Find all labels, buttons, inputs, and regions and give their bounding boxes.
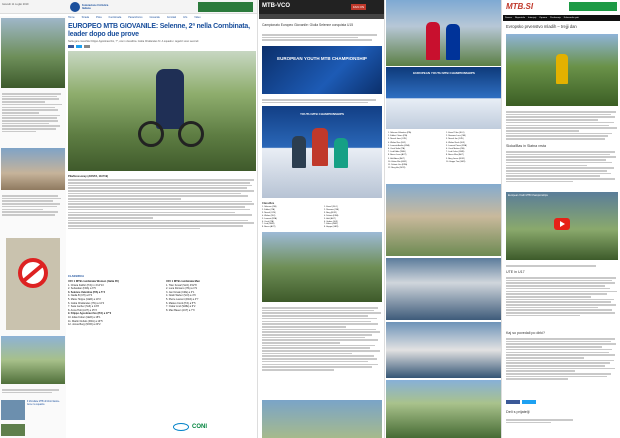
result-row: 5. Marie Hoppe (GER) a 10"2 <box>68 297 101 301</box>
header-banner[interactable]: FAN ON <box>353 5 365 9</box>
header-ad-banner[interactable] <box>198 2 253 12</box>
result-row: 3. Novak Jana (CZE) <box>388 138 407 141</box>
result-row: 2. Romano Luca (ITA) <box>446 135 466 138</box>
podium-photo[interactable] <box>386 67 502 129</box>
facebook-share-icon[interactable] <box>506 400 520 404</box>
result-row: 12. Jonas Berg (NOR) a 20"2 <box>68 323 101 327</box>
result-row: 3. Jan Novak (CZE) a 3"1 <box>166 290 195 294</box>
result-row: 11. Dubois Léa (FRA) <box>388 164 408 167</box>
athlete-figure <box>446 24 460 60</box>
pane-federciclismo <box>0 0 258 438</box>
results-block <box>262 202 382 232</box>
result-row: 7. Oskar Lind (SWE) a 6"2 <box>166 305 196 309</box>
olympic-rings-icon <box>173 423 189 431</box>
bike-wheel <box>178 121 204 147</box>
nav-item[interactable]: Giovanile <box>149 16 160 19</box>
left-sidebar <box>0 16 66 438</box>
result-row: 8. Bauer (AUT) <box>262 226 276 229</box>
nav-item[interactable]: Video <box>194 16 201 19</box>
result-row: 4. Weber Noah (SUI) <box>446 141 465 144</box>
results-list-women <box>68 280 163 327</box>
pane-mtb-vco <box>259 0 385 438</box>
result-row: 6. Conti Matteo (ITA) <box>446 148 465 151</box>
podium-photo[interactable] <box>262 106 382 198</box>
nav-item[interactable]: Reportaže <box>514 17 526 19</box>
result-row: 4. Noah Weber (SUI) a 4"0 <box>166 294 196 298</box>
result-row: 4. Weber Noa (SUI) <box>388 141 406 144</box>
site-name[interactable]: MTB-VCO <box>262 3 290 9</box>
result-row: 8. Bauer Lena (AUT) <box>388 154 407 157</box>
gallery-photo[interactable] <box>386 380 502 438</box>
section-heading: Sloka/Bas in Slatna vrsta <box>506 144 546 148</box>
result-row: 1. Selenne Valentina (ITA) <box>388 132 412 134</box>
sidebar-text-block-2 <box>2 194 64 217</box>
twitter-share-icon[interactable] <box>522 400 536 404</box>
vco-header <box>259 0 385 14</box>
team-photo[interactable] <box>262 232 382 302</box>
result-row: 5. Holt (AUT) <box>324 217 336 220</box>
rider-figure <box>156 69 184 129</box>
article-headline: Evropsko prvenstvo mladih – trejji dan <box>506 24 577 29</box>
nav-item[interactable]: Strada <box>81 16 90 19</box>
result-row: 6. Giulia Challandes (ITA) a 11"0 <box>68 301 105 305</box>
result-row: 7. Lind (SWE) <box>262 223 275 226</box>
result-row: 4. Nadia B (CH) a 8"4 <box>68 294 93 298</box>
result-row: 9. Filippo Agostinacchio (ITA) a 17"0 <box>68 312 112 316</box>
mtbsi-nav <box>503 15 620 21</box>
result-row: 9. Berg Jonas (NOR) <box>446 157 465 160</box>
athlete-figure <box>312 128 328 166</box>
gallery-photo-top[interactable] <box>386 0 502 66</box>
result-row: 11. Martin Dubois (FRA) a 19"5 <box>68 319 103 323</box>
result-row: 1. Chiara Fabbri (ITA) in 4'14"13 <box>68 283 104 287</box>
result-row: 1. Kovač Tilen (SLO) <box>446 132 465 134</box>
result-row: 1. Selenne (ITA) <box>262 206 277 208</box>
result-row: 2. Fabbri (ITA) <box>262 208 275 211</box>
body-text-2 <box>262 306 382 372</box>
sponsor-logos <box>173 419 253 435</box>
result-row: 10. Elias Kober (GER) a 18"1 <box>68 315 101 319</box>
nav-item[interactable]: Oprema <box>539 17 548 19</box>
result-row: 3. Novak Jan (CZE) <box>446 138 464 141</box>
banner-title: EUROPEAN YOUTH MTB CHAMPIONSHIPS <box>413 71 475 75</box>
site-logo[interactable]: MTB.SI <box>506 2 534 11</box>
rider-figure <box>556 54 568 84</box>
results-left <box>388 132 444 170</box>
body-text-2 <box>506 150 618 183</box>
footer-headline[interactable]: Il Mondiale MTB di Mont-Sainte-Anne: la squadra <box>27 401 60 406</box>
result-row: 8. Hoppe (GER) <box>324 226 339 229</box>
result-row: 9. Holt Anna (AUT) <box>388 157 405 160</box>
result-row: 1. Kovač (SLO) <box>324 206 338 208</box>
fci-logo[interactable] <box>70 2 80 12</box>
bike-wheel <box>138 121 164 147</box>
banner-title: EUROPEAN YOUTH MTB CHAMPIONSHIP <box>277 56 367 61</box>
coni-logo: CONI <box>192 424 207 430</box>
date-label: Giovedì 11 Luglio 2019 <box>2 3 29 6</box>
sidebar-photo-small[interactable] <box>1 400 25 420</box>
gallery-photo[interactable] <box>386 322 502 378</box>
sidebar-photo-rider[interactable] <box>1 18 65 88</box>
sidebar-photo-track[interactable] <box>1 148 65 190</box>
result-row: 8. Anna Holt (AUT) a 15"3 <box>68 308 97 312</box>
share-heading: Deli s prijatelji <box>506 410 530 414</box>
result-row: 10. Kober Mia (GER) <box>388 160 407 163</box>
footer-text <box>506 418 618 424</box>
results-list-men <box>166 280 256 312</box>
nav-item[interactable]: Domov <box>505 17 512 19</box>
result-row: 12. Berg Ida (NOR) <box>388 167 406 170</box>
results-right <box>324 206 382 229</box>
result-row: 5. Pierre Laurent (FRA) a 4"7 <box>166 297 199 301</box>
result-row: 5. Laurent Amélie (FRA) <box>388 144 410 147</box>
body-text-3 <box>506 264 618 268</box>
result-row: 2. Fabbri Chiara (ITA) <box>388 135 408 138</box>
result-row: 2. Romano (ITA) <box>324 208 339 211</box>
result-row: 7. Sara Gerber (SUI) a 14"8 <box>68 305 99 309</box>
result-row: 4. Weber (SUI) <box>262 214 276 217</box>
sidebar-photo-sign[interactable] <box>6 238 60 330</box>
subheading-ute: UTE in U17 <box>506 270 525 274</box>
athlete-figure <box>426 22 440 60</box>
article-subhead: Nella gara maschile Filippo Agostinacchio, 7°, ora in classifica. Giulia Challandes 6ª. A squadre i ragazzi sono secondi <box>68 40 199 43</box>
body-text-5 <box>506 337 618 381</box>
intro-text <box>262 33 382 42</box>
hero-banner[interactable] <box>262 46 382 94</box>
result-row: 2. Sebastian (FRA) a 3"5 <box>68 287 96 291</box>
site-name: Federazione Ciclistica Italiana <box>82 4 109 10</box>
header-ad[interactable] <box>569 2 617 11</box>
result-row: 10. Hoppe Tim (GER) <box>446 160 466 163</box>
result-row: 7. Lind Oskar (SWE) <box>446 151 465 154</box>
results-title: U15 1 MTB combinata Women (Italia 35) <box>68 280 119 283</box>
results-block <box>386 130 502 182</box>
facebook-share-icon[interactable] <box>68 45 74 48</box>
result-row: 8. Bauer Max (AUT) <box>446 154 464 157</box>
classifica-title: CLASSIFICA <box>68 275 85 278</box>
hero-photo[interactable] <box>506 34 618 106</box>
result-row: 7. Kober (GER) <box>324 223 338 226</box>
nav-item[interactable]: Info <box>183 16 188 19</box>
gallery-photo[interactable] <box>386 184 502 256</box>
video-title: European Youth MTB Championships <box>508 194 548 197</box>
results-title: U15 1 MTB combinata Men <box>166 280 201 283</box>
result-row: 2. Luca Romano (ITA) a 1"9 <box>166 287 197 291</box>
nav-item[interactable]: Fuoristrada <box>108 16 122 19</box>
nav-item[interactable]: Home <box>68 16 75 19</box>
article-body <box>68 174 256 229</box>
article-headline: EUROPEO MTB GIOVANILE: Selenne, 2ª nella Cornbinata, leader dopo due prove <box>68 23 250 38</box>
dateline: Pila/Gressoney (AOSTA, 11/7/19) <box>68 175 109 179</box>
body-text <box>262 98 382 104</box>
podium-text: YOUTH MTB CHAMPIONSHIPS <box>299 112 344 116</box>
result-row: 7. Lind Ebba (SWE) <box>388 151 406 154</box>
share-icons <box>506 400 618 404</box>
result-row: 5. Laurent (FRA) <box>262 217 277 220</box>
body-text <box>506 110 618 141</box>
result-row: 1. Tilen Kovač (SLO) 4'02"8 <box>166 283 197 287</box>
nav-item[interactable]: Comitati <box>166 16 177 19</box>
results-right <box>446 132 502 164</box>
subheading-interviews: Kaj so povedali po dirki? <box>506 331 545 335</box>
nav-item[interactable]: Pista <box>96 16 102 19</box>
article <box>68 23 256 438</box>
result-row: 3. Berg (NOR) <box>324 211 337 214</box>
sidebar-photo-small-2[interactable] <box>1 424 25 436</box>
body-text-4 <box>506 276 618 317</box>
nav-item[interactable]: Paraciclismo <box>128 16 143 19</box>
pane-mtb-si <box>503 0 620 438</box>
mtbsi-header <box>503 0 620 14</box>
nav-item[interactable]: Intervjuji <box>528 17 537 19</box>
results-title: Classifica <box>262 202 275 205</box>
result-row: 6. Conti Sofia (ITA) <box>388 148 405 151</box>
athlete-figure <box>334 138 348 168</box>
video-player[interactable] <box>506 192 618 260</box>
result-row: 6. Matteo Conti (ITA) a 5"5 <box>166 301 196 305</box>
sidebar-text-block-3 <box>2 388 64 394</box>
sidebar-photo-team[interactable] <box>1 336 65 384</box>
footer-photo[interactable] <box>262 400 382 438</box>
result-row: 8. Max Bauer (AUT) a 7"0 <box>166 308 195 312</box>
nav-item[interactable]: Poslovanje <box>550 17 561 19</box>
result-row: 3. Selenne Valentina (ITA) a 5"4 <box>68 290 105 294</box>
result-row: 6. Gerber (SUI) <box>324 220 338 223</box>
email-share-icon[interactable] <box>84 45 90 48</box>
result-row: 3. Novak (CZE) <box>262 211 276 214</box>
sidebar-text-block <box>2 92 64 133</box>
article-hero-photo[interactable] <box>68 51 256 171</box>
vco-nav[interactable] <box>259 14 385 19</box>
twitter-share-icon[interactable] <box>76 45 82 48</box>
result-row: 4. Dubois (FRA) <box>324 214 339 217</box>
results-left <box>262 206 320 229</box>
result-row: 6. Conti (ITA) <box>262 220 274 223</box>
athlete-figure <box>292 136 306 168</box>
pane-gallery <box>386 0 502 438</box>
gallery-photo[interactable] <box>386 258 502 320</box>
main-nav <box>68 16 256 21</box>
result-row: 5. Laurent Pierre (FRA) <box>446 144 467 147</box>
article-headline: Campionato Europeo Giovanile: Giulia Selenne conquista U15 <box>262 23 354 27</box>
share-bar <box>68 45 256 48</box>
nav-item[interactable]: Kolesarske poti <box>563 17 579 19</box>
results-section <box>68 275 256 415</box>
top-bar <box>0 0 258 14</box>
